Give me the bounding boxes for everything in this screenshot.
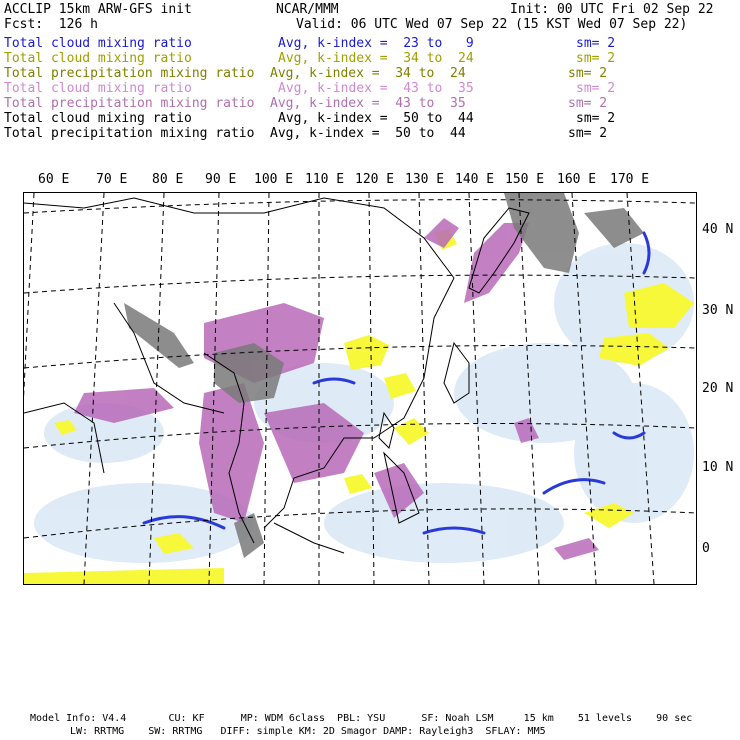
field-avg: Avg, k-index = 34 to 24 (270, 66, 466, 81)
field-avg: Avg, k-index = 50 to 44 (278, 111, 474, 126)
lon-label: 80 E (152, 172, 184, 187)
lon-label: 140 E (455, 172, 495, 187)
init-time: Init: 00 UTC Fri 02 Sep 22 (510, 2, 714, 17)
lat-label: 10 N (702, 460, 734, 475)
lon-label: 70 E (96, 172, 128, 187)
field-name: Total cloud mixing ratio (4, 111, 192, 126)
lon-label: 170 E (610, 172, 650, 187)
field-name: Total cloud mixing ratio (4, 36, 192, 51)
field-sm: sm= 2 (576, 36, 616, 51)
field-name: Total cloud mixing ratio (4, 81, 192, 96)
field-name: Total precipitation mixing ratio (4, 66, 255, 81)
lon-label: 130 E (405, 172, 445, 187)
center-title: NCAR/MMM (276, 2, 339, 17)
lon-label: 120 E (355, 172, 395, 187)
field-name: Total precipitation mixing ratio (4, 96, 255, 111)
field-sm: sm= 2 (568, 96, 608, 111)
field-sm: sm= 2 (568, 126, 608, 141)
field-avg: Avg, k-index = 34 to 24 (278, 51, 474, 66)
lat-label: 0 (702, 541, 710, 556)
lon-label: 160 E (557, 172, 597, 187)
lon-label: 60 E (38, 172, 70, 187)
lon-label: 100 E (254, 172, 294, 187)
lon-label: 90 E (205, 172, 237, 187)
valid-time: Valid: 06 UTC Wed 07 Sep 22 (15 KST Wed 07 Sep 22) (296, 17, 688, 32)
field-sm: sm= 2 (576, 81, 616, 96)
lat-label: 20 N (702, 381, 734, 396)
model-title: ACCLIP 15km ARW-GFS init (4, 2, 192, 17)
field-name: Total cloud mixing ratio (4, 51, 192, 66)
forecast-hour: Fcst: 126 h (4, 17, 98, 32)
model-info: Model Info: V4.4 CU: KF MP: WDM 6class PBL: YSU SF: Noah LSM 15 km 51 levels 90 sec (30, 713, 693, 724)
field-avg: Avg, k-index = 43 to 35 (278, 81, 474, 96)
map-panel (23, 192, 697, 585)
lon-label: 110 E (305, 172, 345, 187)
lon-label: 150 E (505, 172, 545, 187)
field-sm: sm= 2 (576, 51, 616, 66)
field-sm: sm= 2 (568, 66, 608, 81)
lat-label: 40 N (702, 222, 734, 237)
field-avg: Avg, k-index = 43 to 35 (270, 96, 466, 111)
field-avg: Avg, k-index = 23 to 9 (278, 36, 474, 51)
lat-label: 30 N (702, 303, 734, 318)
field-avg: Avg, k-index = 50 to 44 (270, 126, 466, 141)
model-physics: LW: RRTMG SW: RRTMG DIFF: simple KM: 2D Smagor DAMP: Rayleigh3 SFLAY: MM5 (70, 726, 546, 737)
field-name: Total precipitation mixing ratio (4, 126, 255, 141)
field-sm: sm= 2 (576, 111, 616, 126)
